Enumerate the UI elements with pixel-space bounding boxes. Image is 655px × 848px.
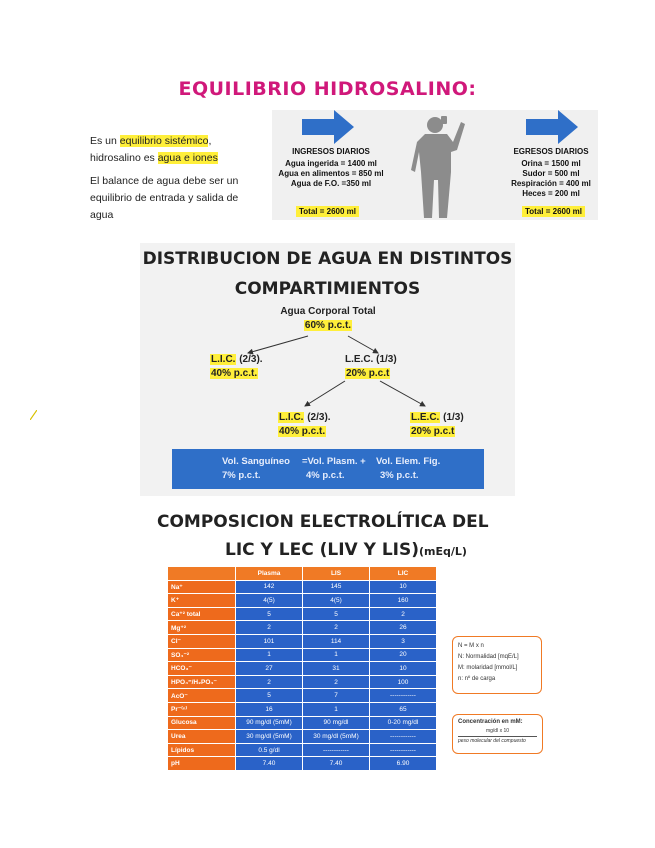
- formula-line: M: molaridad [mmol/L]: [458, 665, 518, 671]
- table-row: [168, 580, 437, 594]
- ingresos-line: Agua en alimentos = 850 ml: [278, 169, 384, 178]
- row-label: pH: [168, 757, 236, 771]
- node-lec: [345, 353, 397, 381]
- table-cell: ------------: [370, 689, 437, 703]
- vol-label: Vol. Elem. Fig.: [376, 456, 441, 467]
- ingresos-block: [276, 147, 386, 189]
- intro-p1-mid: ,: [208, 135, 212, 147]
- table-cell: 0-20 mg/dl: [370, 716, 437, 730]
- table-cell: 10: [370, 580, 437, 594]
- vol-value: 4% p.c.t.: [306, 470, 345, 481]
- egresos-total: Total = 2600 ml: [522, 206, 585, 217]
- concentration-numerator: mg/dl x 10: [485, 728, 510, 734]
- node-value: 20% p.c.t: [346, 368, 390, 379]
- table-cell: 7: [303, 689, 370, 703]
- formula-line: n: nº de carga: [458, 676, 496, 682]
- node-fraction: (1/3): [440, 412, 464, 423]
- table-cell: 1: [303, 702, 370, 716]
- vol-item: [302, 455, 366, 483]
- table-cell: 10: [370, 662, 437, 676]
- table-cell: 2: [303, 675, 370, 689]
- egresos-line: Heces = 200 ml: [522, 189, 580, 198]
- table-cell: 2: [236, 675, 303, 689]
- row-label: Pr⁻⁽ⁿ⁾: [168, 702, 236, 716]
- node-fraction: (2/3).: [304, 412, 331, 423]
- row-label: SO₄⁻²: [168, 648, 236, 662]
- egresos-block: [504, 147, 598, 199]
- table-cell: 1: [303, 648, 370, 662]
- composition-title-line2: [225, 540, 467, 560]
- table-row: [168, 594, 437, 608]
- table-cell: 20: [370, 648, 437, 662]
- table-row: [168, 621, 437, 635]
- node-value: 40% p.c.t.: [279, 426, 326, 437]
- table-cell: 6.90: [370, 757, 437, 771]
- normality-formula-box: [452, 636, 542, 694]
- formula-line: N: Normalidad [mqE/L]: [458, 654, 519, 660]
- table-cell: ------------: [303, 743, 370, 757]
- page-title: EQUILIBRIO HIDROSALINO:: [178, 78, 477, 100]
- row-label: Glucosa: [168, 716, 236, 730]
- ingresos-line: Agua de F.O. =350 ml: [290, 179, 372, 188]
- column-header: LIC: [370, 567, 437, 581]
- table-row: [168, 716, 437, 730]
- table-row: [168, 648, 437, 662]
- table-row: [168, 702, 437, 716]
- egresos-line: Orina = 1500 ml: [521, 159, 581, 168]
- node-lec-2: [410, 411, 464, 439]
- vol-item: [222, 455, 290, 483]
- row-label: Ca⁺² total: [168, 607, 236, 621]
- highlight-equilibrio: equilibrio sistémico: [119, 135, 209, 147]
- column-header: Plasma: [236, 567, 303, 581]
- ingresos-heading: INGRESOS DIARIOS: [292, 147, 370, 156]
- table-cell: 26: [370, 621, 437, 635]
- table-cell: ------------: [370, 743, 437, 757]
- ingresos-line: Agua ingerida = 1400 ml: [285, 159, 377, 168]
- electrolyte-table: [167, 566, 437, 771]
- table-cell: 65: [370, 702, 437, 716]
- row-label: Lípidos: [168, 743, 236, 757]
- table-cell: 90 mg/dl: [303, 716, 370, 730]
- table-cell: 7.40: [303, 757, 370, 771]
- table-cell: 90 mg/dl (5mM): [236, 716, 303, 730]
- table-cell: 30 mg/dl (5mM): [236, 730, 303, 744]
- highlight-agua-iones: agua e iones: [157, 152, 218, 164]
- node-label: L.I.C.: [211, 354, 236, 365]
- column-header: [168, 567, 236, 581]
- row-label: K⁺: [168, 594, 236, 608]
- node-fraction: (1/3): [373, 354, 397, 365]
- table-row: [168, 743, 437, 757]
- node-value: 20% p.c.t: [411, 426, 455, 437]
- node-label: L.E.C.: [345, 354, 374, 365]
- person-drinking-icon: [407, 112, 471, 218]
- node-lic-2: [278, 411, 331, 439]
- intro-p1-line2: hidrosalino es: [90, 152, 158, 164]
- distribution-title-line2: COMPARTIMIENTOS: [234, 279, 421, 299]
- table-cell: 30 mg/dl (5mM): [303, 730, 370, 744]
- intro-paragraph-2: El balance de agua debe ser un equilibrio de entrada y salida de agua: [90, 175, 239, 221]
- table-cell: 4(5): [236, 594, 303, 608]
- node-fraction: (2/3).: [236, 354, 263, 365]
- table-cell: 7.40: [236, 757, 303, 771]
- node-label: Agua Corporal Total: [280, 306, 376, 317]
- blood-volume-bar: [172, 449, 484, 489]
- ingresos-total: Total = 2600 ml: [296, 206, 359, 217]
- intro-text: [90, 133, 260, 230]
- table-cell: 3: [370, 634, 437, 648]
- arrow-right-icon: [526, 110, 578, 144]
- row-label: Mg⁺²: [168, 621, 236, 635]
- row-label: Urea: [168, 730, 236, 744]
- table-cell: 27: [236, 662, 303, 676]
- table-cell: 2: [370, 607, 437, 621]
- table-cell: 114: [303, 634, 370, 648]
- arrow-right-icon: [302, 110, 354, 144]
- column-header: LIS: [303, 567, 370, 581]
- table-cell: 145: [303, 580, 370, 594]
- table-cell: 101: [236, 634, 303, 648]
- row-label: Cl⁻: [168, 634, 236, 648]
- row-label: AcO⁻: [168, 689, 236, 703]
- table-cell: 16: [236, 702, 303, 716]
- node-label: L.I.C.: [279, 412, 304, 423]
- vol-item: [376, 455, 440, 483]
- table-cell: 0.5 g/dl: [236, 743, 303, 757]
- table-cell: 2: [303, 621, 370, 635]
- formula-line: N = M x n: [458, 643, 484, 649]
- table-row: [168, 607, 437, 621]
- water-distribution-figure: [140, 243, 515, 496]
- table-row: [168, 757, 437, 771]
- intro-paragraph-1: [90, 133, 260, 167]
- table-cell: 4(5): [303, 594, 370, 608]
- table-row: [168, 634, 437, 648]
- table-cell: 142: [236, 580, 303, 594]
- electrolyte-composition-figure: [145, 508, 543, 770]
- concentration-heading: Concentración en mM:: [458, 719, 523, 725]
- row-label: HCO₃⁻: [168, 662, 236, 676]
- table-cell: ------------: [370, 730, 437, 744]
- table-cell: 2: [236, 621, 303, 635]
- vol-value: 7% p.c.t.: [222, 470, 261, 481]
- node-value: 40% p.c.t.: [211, 368, 258, 379]
- node-label: L.E.C.: [411, 412, 440, 423]
- table-cell: 5: [236, 689, 303, 703]
- vol-label: Vol. Sanguíneo: [222, 456, 290, 467]
- table-header-row: [168, 567, 437, 581]
- distribution-title-line1: DISTRIBUCION DE AGUA EN DISTINTOS: [142, 249, 513, 269]
- egresos-line: Sudor = 500 ml: [522, 169, 580, 178]
- table-row: [168, 689, 437, 703]
- vol-label: =Vol. Plasm. +: [302, 456, 366, 467]
- table-cell: 1: [236, 648, 303, 662]
- table-cell: 100: [370, 675, 437, 689]
- row-label: HPO₄⁼/H₂PO₄⁻: [168, 675, 236, 689]
- tick-mark-icon: [30, 410, 37, 420]
- table-row: [168, 730, 437, 744]
- table-row: [168, 662, 437, 676]
- node-lic: [210, 353, 263, 381]
- table-cell: 5: [236, 607, 303, 621]
- table-cell: 160: [370, 594, 437, 608]
- concentration-box: [452, 714, 543, 754]
- table-cell: 31: [303, 662, 370, 676]
- table-row: [168, 675, 437, 689]
- composition-title-unit: (mEq/L): [419, 545, 467, 558]
- composition-title-main: LIC Y LEC (LIV Y LIS): [225, 540, 420, 560]
- row-label: Na⁺: [168, 580, 236, 594]
- intro-p1-pre: Es un: [90, 135, 120, 147]
- table-cell: 5: [303, 607, 370, 621]
- concentration-denominator: peso molecular del compuesto: [458, 736, 537, 746]
- node-value: 60% p.c.t.: [304, 320, 352, 331]
- water-balance-figure: [272, 110, 598, 220]
- egresos-heading: EGRESOS DIARIOS: [513, 147, 589, 156]
- egresos-line: Respiración = 400 ml: [511, 179, 591, 188]
- composition-title-line1: COMPOSICION ELECTROLÍTICA DEL: [157, 512, 489, 532]
- vol-value: 3% p.c.t.: [380, 470, 419, 481]
